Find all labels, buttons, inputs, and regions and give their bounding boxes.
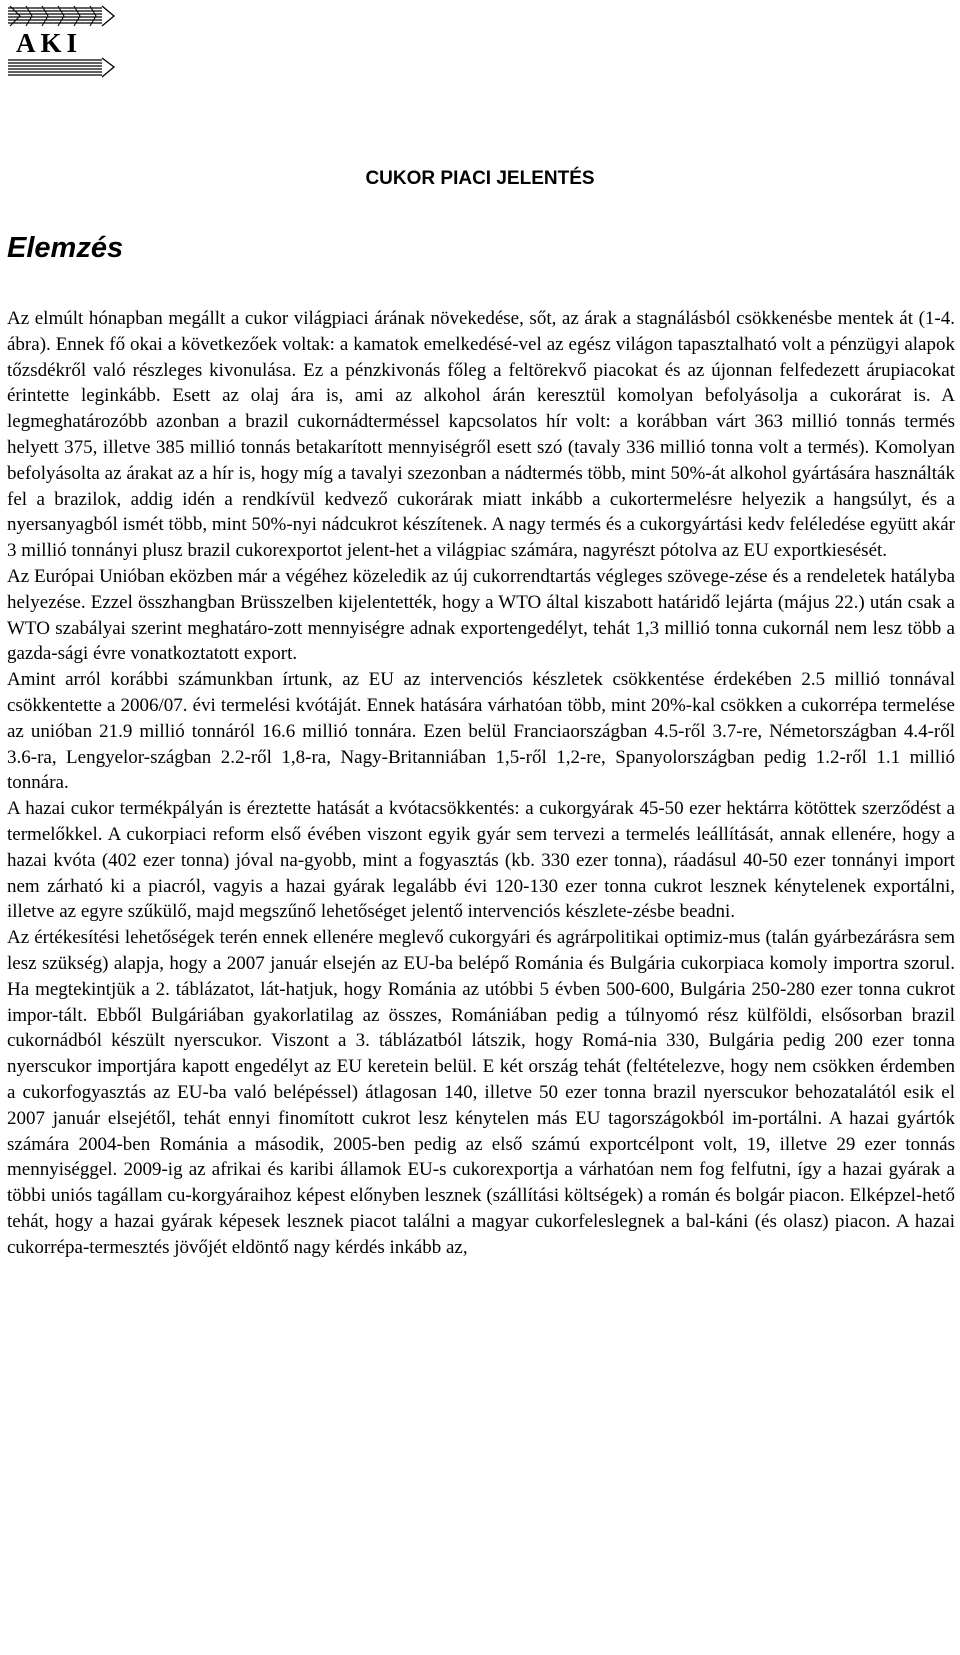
aki-logo	[6, 4, 118, 80]
svg-text:AKI: AKI	[16, 28, 83, 58]
article-body	[7, 306, 955, 1260]
document-title: CUKOR PIACI JELENTÉS	[365, 168, 595, 189]
paragraph-1: Az elmúlt hónapban megállt a cukor világpiaci árának növekedése, sőt, az árak a stagnálásból csökkenésbe mentek át (1-4. ábra). Ennek fő okai a következőek voltak: a kamatok emelkedésé-vel az egész világon tapasztalható volt a pénzügyi alapok tőzsdékről való részleges kivonulása. Ez a pénzkivonás főleg a feltörekvő piacokat és az újonnan felfedezett árupiacokat érintette leginkább. Esett az olaj ára is, ami az alkohol árán keresztül komolyan befolyásolja a cukorárat is. A legmeghatározóbb azonban a brazil cukornádterméssel kapcsolatos hír volt: a korábban várt 363 millió tonnás termés helyett 375, illetve 385 millió tonnás betakarított mennyiségről esett szó (tavaly 336 millió tonna volt a termés). Komolyan befolyásolta az árakat az a hír is, hogy míg a tavalyi szezonban a nádtermés több, mint 50%-át alkohol gyártására használták fel a brazilok, addig idén a rendkívül kedvező cukorárak miatt inkább a cukortermelésre helyezik a hangsúlyt, és a nyersanyagból ismét több, mint 50%-nyi nádcukrot készítenek. A nagy termés és a cukorgyártási kedv feléledése együtt akár 3 millió tonnányi plusz brazil cukorexportot jelent-het a világpiac számára, nagyrészt pótolva az EU exportkiesését.	[7, 308, 955, 562]
paragraph-3: Amint arról korábbi számunkban írtunk, az EU az intervenciós készletek csökkentése érdekében 2.5 millió tonnával csökkentette a 2006/07. évi termelési kvótáját. Ennek hatására várhatóan több, mint 20%-kal csökken a cukorrépa termelése az unióban 21.9 millió tonnáról 16.6 millió tonnára. Ezen belül Franciaországban 4.5-ről 3.7-re, Németországban 4.4-ről 3.6-ra, Lengyelor-szágban 2.2-ről 1,8-ra, Nagy-Britanniában 1,5-ről 1,2-re, Spanyolországban pedig 1.2-ről 1.1 millió tonnára.	[7, 669, 955, 794]
section-heading: Elemzés	[7, 232, 124, 264]
paragraph-5: Az értékesítési lehetőségek terén ennek ellenére meglevő cukorgyári és agrárpolitikai optimiz-mus (talán gyárbezárásra sem lesz szükség) alapja, hogy a 2007 január elsején az EU-ba belépő Románia és Bulgária cukorpiaca komoly importra szorul. Ha megtekintjük a 2. táblázatot, lát-hatjuk, hogy Románia az utóbbi 5 évben 500-600, Bulgária 250-280 ezer tonna cukrot impor-tált. Ebből Bulgáriában gyakorlatilag az összes, Romániában pedig a túlnyomó rész külföldi, elsősorban brazil cukornádból készült nyerscukor. Viszont a 3. táblázatból látszik, hogy Romá-nia 330, Bulgária pedig 200 ezer tonna nyerscukor importjára kapott engedélyt az EU keretein belül. E két ország tehát (feltételezve, hogy nem csökken érdemben a cukorfogyasztás az EU-ba való belépéssel) átlagosan 140, illetve 50 ezer tonna brazil nyerscukor behozatalától esik el 2007 január elsejétől, tehát ennyi finomított cukrot lesz kénytelen más EU tagországokból im-portálni. A hazai gyártók számára 2004-ben Románia a második, 2005-ben pedig az első számú exportcélpont volt, 19, illetve 29 ezer tonnás mennyiséggel. 2009-ig az afrikai és karibi államok EU-s cukorexportja a várhatóan nem fog felfutni, így a hazai gyárak a többi uniós tagállam cu-korgyáraihoz képest előnyben lesznek (szállítási költségek) a román és bolgár piacon. Elképzel-hető tehát, hogy a hazai gyárak képesek lesznek piacot találni a magyar cukorfeleslegnek a bal-káni (és olasz) piacon. A hazai cukorrépa-termesztés jövőjét eldöntő nagy kérdés inkább az,	[7, 927, 955, 1258]
paragraph-2: Az Európai Unióban eközben már a végéhez közeledik az új cukorrendtartás végleges szövege-zése és a rendeletek hatályba helyezése. Ezzel összhangban Brüsszelben kijelentették, hogy a WTO által kiszabott határidő lejárta (május 22.) után csak a WTO szabályai szerint meghatáro-zott mennyiségre adnak exportengedélyt, tehát 1,3 millió tonna cukornál nem lesz több a gazda-sági évre vonatkoztatott export.	[7, 565, 955, 665]
paragraph-4: A hazai cukor termékpályán is éreztette hatását a kvótacsökkentés: a cukorgyárak 45-50 ezer hektárra kötöttek szerződést a termelőkkel. A cukorpiaci reform első évében viszont egyik gyár sem tervezi a termelés leállítását, annak ellenére, hogy a hazai kvóta (402 ezer tonna) jóval na-gyobb, mint a fogyasztás (kb. 330 ezer tonna), ráadásul 40-50 ezer tonnányi import nem zárható ki a piacról, vagyis a hazai gyárak legalább évi 120-130 ezer tonna cukrot lesznek kénytelenek exportálni, illetve az egyre szűkülő, majd megszűnő lehetőséget jelentő intervenciós készlete-zésbe beadni.	[7, 798, 955, 923]
